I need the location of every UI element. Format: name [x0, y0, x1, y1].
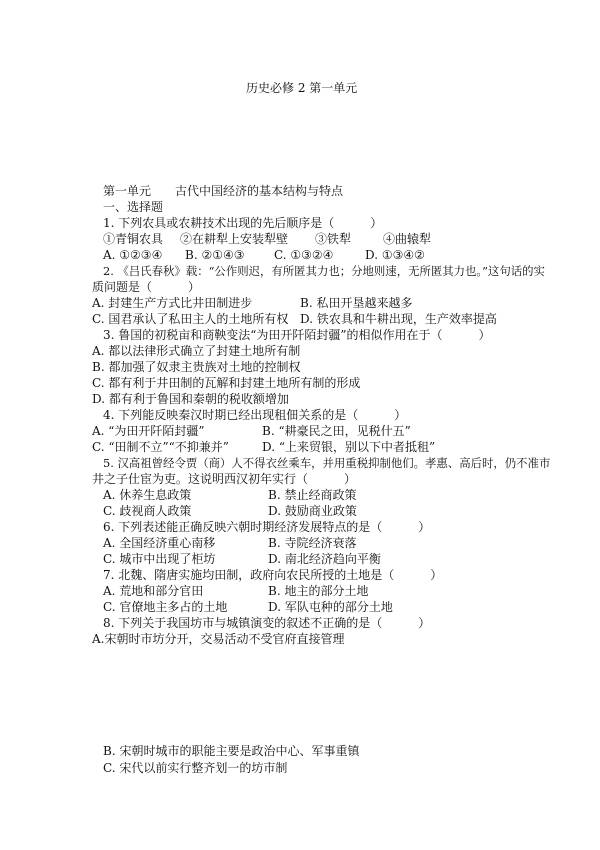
question-7-option: C. 官僚地主多占的土地 — [103, 600, 228, 614]
question-1-stem: 1. 下列农具或农耕技术出现的先后顺序是（ ） — [103, 216, 383, 230]
question-3-option: D. 都有利于鲁国和秦朝的税收额增加 — [92, 392, 289, 406]
question-7-stem: 7. 北魏、隋唐实施均田制，政府向农民所授的土地是（ ） — [103, 568, 443, 582]
question-4-option: C. “田制不立”“不抑兼并” — [92, 440, 229, 454]
question-7-option: D. 军队屯种的部分土地 — [268, 600, 393, 614]
question-5-option: C. 歧视商人政策 — [103, 504, 192, 518]
question-6-option: C. 城市中出现了柜坊 — [103, 552, 216, 566]
question-2-option: C. 国君承认了私田主人的土地所有权 — [92, 312, 289, 326]
question-5-stem: 井之子仕宦为吏。这说明西汉初年实行（ ） — [92, 472, 357, 486]
section-heading: 一、选择题 — [103, 200, 164, 214]
question-8-option: A.宋朝时市坊分开，交易活动不受官府直接管理 — [92, 632, 345, 646]
question-1-option: D. ①③④② — [365, 248, 425, 262]
question-7-option: B. 地主的部分土地 — [268, 584, 369, 598]
question-3-stem: 3. 鲁国的初税亩和商鞅变法“为田开阡陌封疆”的相似作用在于（ ） — [103, 328, 491, 342]
unit-heading: 第一单元 古代中国经济的基本结构与特点 — [103, 184, 344, 198]
question-6-option: A. 全国经济重心南移 — [103, 536, 216, 550]
question-2-option: B. 私田开垦越来越多 — [300, 296, 413, 310]
question-2-option: A. 封建生产方式比井田制进步 — [92, 296, 253, 310]
question-1-item: ②在耕犁上安装犁壁 — [180, 232, 289, 246]
question-2-option: D. 铁农具和牛耕出现，生产效率提高 — [300, 312, 497, 326]
question-4-option: B. “耕豪民之田，见税什五” — [262, 424, 411, 438]
question-1-option: C. ①③②④ — [274, 248, 334, 262]
question-4-option: D. “上来贸银，别以下中者抵租” — [262, 440, 436, 454]
question-7-option: A. 荒地和部分官田 — [103, 584, 204, 598]
question-1-item: ④曲辕犁 — [383, 232, 432, 246]
question-3-option: A. 都以法律形式确立了封建土地所有制 — [92, 344, 301, 358]
question-8-option: C. 宋代以前实行整齐划一的坊市制 — [103, 761, 288, 775]
question-6-option: D. 南北经济趋向平衡 — [268, 552, 381, 566]
question-1-option: A. ①②③④ — [103, 248, 163, 262]
question-4-option: A. “为田开阡陌封疆” — [92, 424, 205, 438]
question-1-option: B. ②①④③ — [185, 248, 245, 262]
question-1-item: ①青铜农具 — [103, 232, 164, 246]
question-6-option: B. 寺院经济衰落 — [268, 536, 357, 550]
question-6-stem: 6. 下列表述能正确反映六朝时期经济发展特点的是（ ） — [103, 520, 431, 534]
question-3-option: B. 都加强了奴隶主贵族对土地的控制权 — [92, 360, 301, 374]
question-3-option: C. 都有利于井田制的瓦解和封建土地所有制的形成 — [92, 376, 361, 390]
question-2-stem: 2. 《吕氏春秋》载：“公作则迟，有所匿其力也；分地则速，无所匿其力也。”这句话的实 — [103, 264, 545, 278]
question-2-stem: 质问题是（ ） — [92, 280, 201, 294]
question-5-option: B. 禁止经商政策 — [268, 488, 357, 502]
question-1-item: ③铁犁 — [315, 232, 352, 246]
question-8-option: B. 宋朝时城市的职能主要是政治中心、军事重镇 — [103, 744, 360, 758]
question-4-stem: 4. 下列能反映秦汉时期已经出现租佃关系的是（ ） — [103, 408, 407, 422]
question-5-option: A. 休养生息政策 — [103, 488, 192, 502]
question-5-stem: 5. 汉高祖曾经令贾（商）人不得衣丝乘车，并用重税抑制他们。孝惠、高后时，仍不准市 — [103, 456, 551, 470]
document-title: 历史必修 2 第一单元 — [246, 81, 358, 95]
question-5-option: D. 鼓励商业政策 — [268, 504, 357, 518]
question-8-stem: 8. 下列关于我国坊市与城镇演变的叙述不正确的是（ ） — [103, 616, 431, 630]
